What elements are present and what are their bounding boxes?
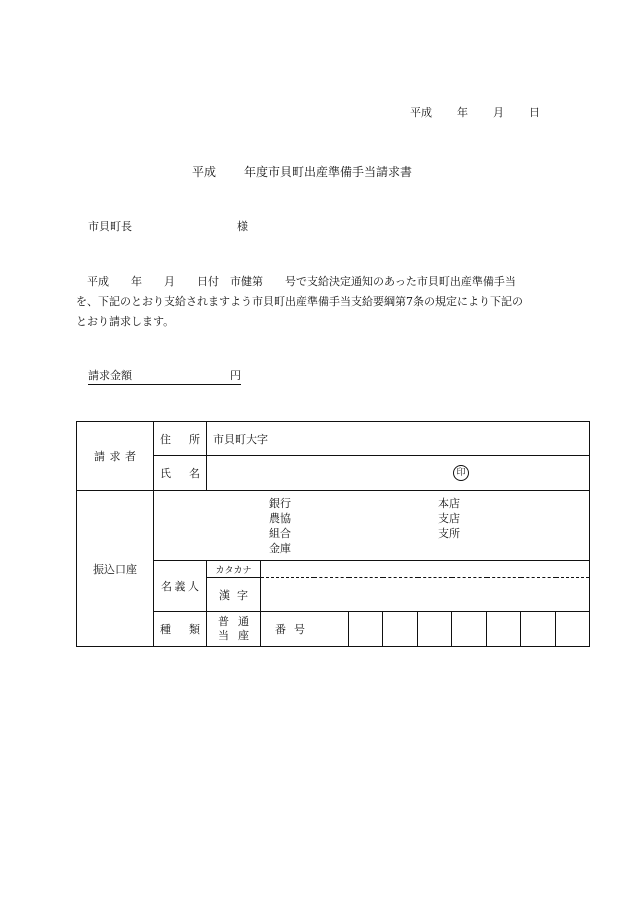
holder-label: 名 義 人 <box>161 580 199 593</box>
body-line: とおり請求します。 <box>76 315 175 328</box>
institution-types: 銀行 農協 組合 金庫 <box>269 497 291 555</box>
account-type-options <box>207 615 260 643</box>
claim-amount-unit: 円 <box>230 369 241 382</box>
claimant-header-cell <box>77 422 154 491</box>
type-options-cell[interactable] <box>207 612 261 647</box>
kana-label: カタカナ <box>215 565 252 576</box>
title-rest: 年度市貝町出産準備手当請求書 <box>243 165 412 179</box>
branch-types: 本店 支店 支所 <box>438 497 460 540</box>
kanji-label-cell <box>207 578 261 612</box>
kanji-name-field[interactable] <box>261 578 590 612</box>
type-label: 種 類 <box>160 623 200 636</box>
body-line: 平成 年 月 日付 市健第 号で支給決定通知のあった市貝町出産準備手当 <box>76 275 516 288</box>
date-line <box>410 104 540 120</box>
account-digit-box[interactable] <box>349 612 383 647</box>
kanji-label: 漢 字 <box>219 588 248 602</box>
number-label-cell <box>261 612 349 647</box>
date-month: 月 <box>493 106 504 119</box>
addressee-mayor: 市貝町長 <box>88 220 132 233</box>
account-header: 振込口座 <box>93 562 137 576</box>
account-digit-box[interactable] <box>487 612 521 647</box>
type-option-touza: 当 座 <box>218 629 249 642</box>
claim-amount-label: 請求金額 <box>88 369 132 382</box>
name-field[interactable] <box>207 456 590 491</box>
account-header-cell <box>77 491 154 647</box>
date-day: 日 <box>529 106 540 119</box>
claimant-header: 請 求 者 <box>94 450 136 463</box>
document-title <box>192 163 412 180</box>
type-label-cell <box>154 612 207 647</box>
kana-name-field[interactable] <box>261 561 590 578</box>
date-era: 平成 <box>410 106 432 119</box>
account-digit-box[interactable] <box>521 612 556 647</box>
addressee <box>88 218 248 234</box>
address-label: 住 所 <box>160 432 200 446</box>
claim-amount <box>88 367 241 385</box>
name-label: 氏 名 <box>160 467 200 480</box>
account-digit-box[interactable] <box>383 612 418 647</box>
body-line: を、下記のとおり支給されますよう市貝町出産準備手当支給要綱第7条の規定により下記の <box>76 295 523 308</box>
type-option-futsu: 普 通 <box>218 615 249 628</box>
number-label: 番 号 <box>275 623 305 636</box>
account-digit-box[interactable] <box>556 612 590 647</box>
title-era: 平成 <box>192 165 217 179</box>
name-label-cell <box>154 456 207 491</box>
account-digit-box[interactable] <box>452 612 487 647</box>
address-field[interactable] <box>207 422 590 456</box>
address-value: 市貝町大字 <box>213 432 268 446</box>
seal-icon: 印 <box>453 465 469 481</box>
request-form-table <box>76 421 590 647</box>
holder-label-cell <box>154 561 207 612</box>
kana-label-cell <box>207 561 261 578</box>
account-digit-box[interactable] <box>418 612 452 647</box>
bank-name-field[interactable] <box>154 491 590 561</box>
address-label-cell <box>154 422 207 456</box>
body-text <box>76 272 556 332</box>
addressee-honorific: 様 <box>237 220 248 233</box>
date-year: 年 <box>457 106 468 119</box>
